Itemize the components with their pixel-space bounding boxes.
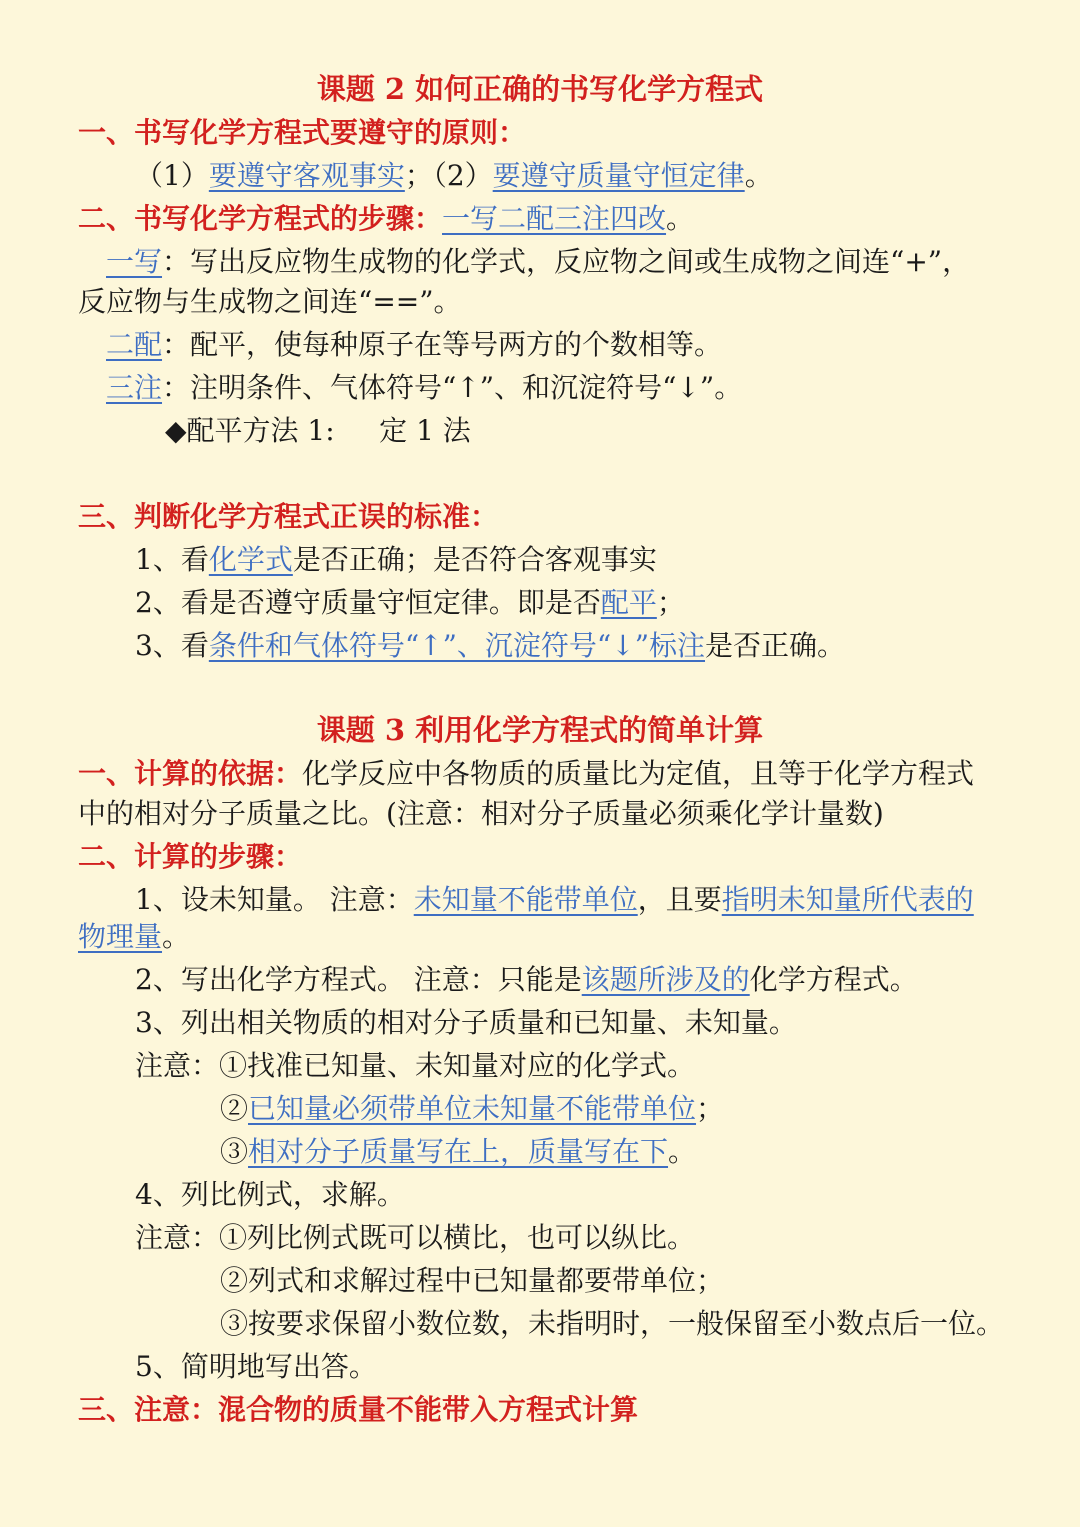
criteria-item-3: 3、看条件和气体符号“↑”、沉淀符号“↓”标注是否正确。 — [135, 629, 846, 662]
underlined-term: 一写 — [106, 245, 163, 278]
step-write-cont: 反应物与生成物之间连“==”。 — [78, 285, 462, 318]
heading-calc-steps: 二、计算的步骤： — [78, 840, 303, 873]
note-3b: ②已知量必须带单位未知量不能带单位； — [220, 1092, 725, 1125]
underlined-term: 三注 — [106, 371, 163, 404]
calc-step-2: 2、写出化学方程式。 注意：只能是该题所涉及的化学方程式。 — [135, 963, 918, 996]
underlined-term: 化学式 — [208, 543, 293, 576]
section-title-k3: 课题 3 利用化学方程式的简单计算 — [316, 713, 764, 747]
calc-basis-cont: 中的相对分子质量之比。(注意：相对分子质量必须乘化学计量数) — [78, 797, 884, 830]
heading-mixture-note: 三、注意：混合物的质量不能带入方程式计算 — [78, 1393, 639, 1426]
criteria-item-2: 2、看是否遵守质量守恒定律。即是否配平； — [135, 586, 685, 619]
step-balance: 二配：配平，使每种原子在等号两方的个数相等。 — [106, 328, 723, 361]
underlined-term: 相对分子质量写在上，质量写在下 — [248, 1135, 669, 1168]
note-4c: ③按要求保留小数位数，未指明时，一般保留至小数点后一位。 — [220, 1307, 1005, 1340]
calc-basis: 一、计算的依据：化学反应中各物质的质量比为定值，且等于化学方程式 — [78, 757, 975, 790]
underlined-term: 要遵守质量守恒定律 — [492, 159, 745, 192]
note-3a: 注意：①找准已知量、未知量对应的化学式。 — [135, 1049, 696, 1082]
calc-step-1: 1、设未知量。 注意：未知量不能带单位，且要指明未知量所代表的 — [135, 883, 974, 916]
note-4b: ②列式和求解过程中已知量都要带单位； — [220, 1264, 725, 1297]
underlined-term: 要遵守客观事实 — [208, 159, 405, 192]
calc-step-3: 3、列出相关物质的相对分子质量和已知量、未知量。 — [135, 1006, 797, 1039]
underlined-term: 该题所涉及的 — [581, 963, 750, 996]
calc-step-5: 5、简明地写出答。 — [135, 1350, 377, 1383]
note-4a: 注意：①列比例式既可以横比，也可以纵比。 — [135, 1221, 696, 1254]
criteria-item-1: 1、看化学式是否正确；是否符合客观事实 — [135, 543, 657, 576]
underlined-term: 条件和气体符号“↑”、沉淀符号“↓”标注 — [208, 629, 706, 662]
heading-principles: 一、书写化学方程式要遵守的原则： — [78, 116, 527, 149]
step-write: 一写：写出反应物生成物的化学式，反应物之间或生成物之间连“+”， — [106, 245, 971, 278]
section-title-k2: 课题 2 如何正确的书写化学方程式 — [316, 72, 764, 106]
calc-step-4: 4、列比例式，求解。 — [135, 1178, 405, 1211]
balance-method: ◆配平方法 1: 定 1 法 — [165, 414, 471, 447]
underlined-term: 配平 — [600, 586, 657, 619]
underlined-term: 未知量不能带单位 — [413, 883, 638, 916]
underlined-term: 一写二配三注四改 — [442, 202, 667, 235]
underlined-term: 已知量必须带单位未知量不能带单位 — [248, 1092, 697, 1125]
heading-criteria: 三、判断化学方程式正误的标准： — [78, 500, 499, 533]
underlined-term: 指明未知量所代表的 — [721, 883, 974, 916]
heading-steps: 二、书写化学方程式的步骤：一写二配三注四改。 — [78, 202, 695, 235]
note-3c: ③相对分子质量写在上，质量写在下。 — [220, 1135, 697, 1168]
step-annotate: 三注：注明条件、气体符号“↑”、和沉淀符号“↓”。 — [106, 371, 743, 404]
underlined-term: 物理量 — [78, 920, 163, 953]
underlined-term: 二配 — [106, 328, 163, 361]
principles-line: （1）要遵守客观事实；（2）要遵守质量守恒定律。 — [135, 159, 773, 192]
calc-step-1-cont: 物理量。 — [78, 920, 191, 953]
